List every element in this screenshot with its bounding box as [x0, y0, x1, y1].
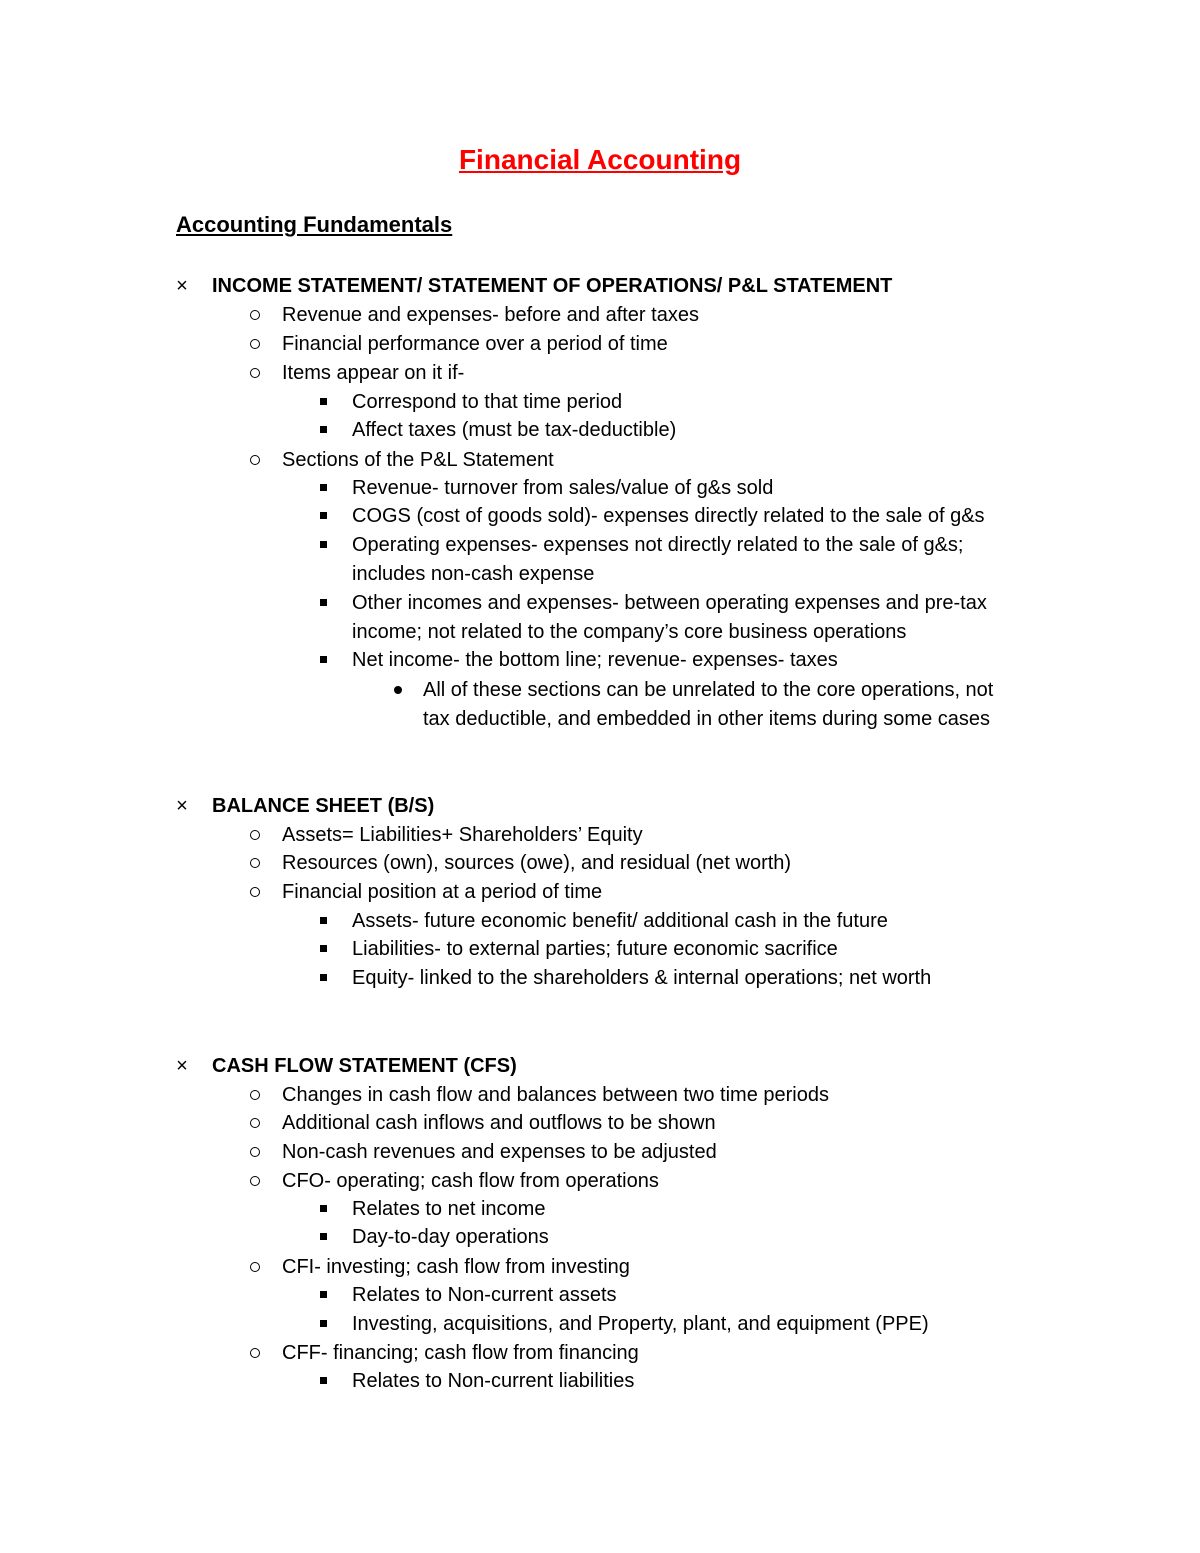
list-item: All of these sections can be unrelated to the core operations, not [423, 679, 994, 701]
list-item: CFF- financing; cash flow from financing [282, 1342, 639, 1364]
circle-bullet-icon [250, 1147, 260, 1157]
circle-bullet-icon [250, 455, 260, 465]
circle-bullet-icon [250, 1118, 260, 1128]
circle-bullet-icon [250, 1262, 260, 1272]
list-item: Sections of the P&L Statement [282, 449, 554, 471]
list-item: Additional cash inflows and outflows to be shown [282, 1112, 716, 1134]
list-item: Net income- the bottom line; revenue- expenses- taxes [352, 649, 838, 671]
list-item: Changes in cash flow and balances between two time periods [282, 1084, 829, 1106]
list-item-continuation: includes non-cash expense [352, 563, 595, 585]
list-item: Relates to Non-current assets [352, 1284, 617, 1306]
square-bullet-icon [320, 656, 327, 663]
square-bullet-icon [320, 426, 327, 433]
circle-bullet-icon [250, 858, 260, 868]
square-bullet-icon [320, 398, 327, 405]
list-item: Liabilities- to external parties; future economic sacrifice [352, 938, 838, 960]
circle-bullet-icon [250, 830, 260, 840]
cross-bullet-icon: × [176, 1055, 188, 1077]
circle-bullet-icon [250, 310, 260, 320]
circle-bullet-icon [250, 1348, 260, 1358]
square-bullet-icon [320, 917, 327, 924]
list-item: Revenue- turnover from sales/value of g&s sold [352, 477, 774, 499]
list-item: Financial position at a period of time [282, 881, 603, 903]
square-bullet-icon [320, 1291, 327, 1298]
list-item: COGS (cost of goods sold)- expenses directly related to the sale of g&s [352, 505, 985, 527]
square-bullet-icon [320, 974, 327, 981]
list-item: Other incomes and expenses- between operating expenses and pre-tax [352, 592, 987, 614]
list-item: Financial performance over a period of time [282, 333, 668, 355]
page-title: Financial Accounting [458, 144, 742, 175]
circle-bullet-icon [250, 339, 260, 349]
cross-bullet-icon: × [176, 795, 188, 817]
dot-bullet-icon [394, 686, 402, 694]
circle-bullet-icon [250, 1176, 260, 1186]
balance-heading: BALANCE SHEET (B/S) [212, 795, 435, 817]
square-bullet-icon [320, 541, 327, 548]
list-item: Equity- linked to the shareholders & internal operations; net worth [352, 967, 932, 989]
income-heading: INCOME STATEMENT/ STATEMENT OF OPERATIONS/ P&L STATEMENT [212, 275, 893, 297]
list-item: Investing, acquisitions, and Property, plant, and equipment (PPE) [352, 1313, 929, 1335]
square-bullet-icon [320, 945, 327, 952]
circle-bullet-icon [250, 887, 260, 897]
list-item: CFO- operating; cash flow from operations [282, 1170, 659, 1192]
list-item: Relates to net income [352, 1198, 546, 1220]
list-item: Correspond to that time period [352, 391, 623, 413]
section-subtitle: Accounting Fundamentals [176, 212, 453, 237]
list-item: Day-to-day operations [352, 1226, 549, 1248]
circle-bullet-icon [250, 1090, 260, 1100]
list-item: Relates to Non-current liabilities [352, 1370, 635, 1392]
circle-bullet-icon [250, 368, 260, 378]
square-bullet-icon [320, 1320, 327, 1327]
square-bullet-icon [320, 1233, 327, 1240]
list-item: Assets- future economic benefit/ additional cash in the future [352, 910, 888, 932]
list-item: CFI- investing; cash flow from investing [282, 1256, 630, 1278]
square-bullet-icon [320, 1377, 327, 1384]
list-item: Revenue and expenses- before and after taxes [282, 304, 699, 326]
list-item: Items appear on it if- [282, 362, 465, 384]
list-item: Assets= Liabilities+ Shareholders’ Equity [282, 824, 643, 846]
square-bullet-icon [320, 484, 327, 491]
list-item: Resources (own), sources (owe), and residual (net worth) [282, 852, 792, 874]
square-bullet-icon [320, 1205, 327, 1212]
square-bullet-icon [320, 512, 327, 519]
list-item: Non-cash revenues and expenses to be adjusted [282, 1141, 717, 1163]
list-item: Affect taxes (must be tax-deductible) [352, 419, 677, 441]
square-bullet-icon [320, 599, 327, 606]
cashflow-heading: CASH FLOW STATEMENT (CFS) [212, 1055, 517, 1077]
list-item-continuation: income; not related to the company’s core business operations [352, 621, 907, 643]
cross-bullet-icon: × [176, 275, 188, 297]
list-item-continuation: tax deductible, and embedded in other items during some cases [423, 708, 991, 730]
list-item: Operating expenses- expenses not directly related to the sale of g&s; [352, 534, 964, 556]
